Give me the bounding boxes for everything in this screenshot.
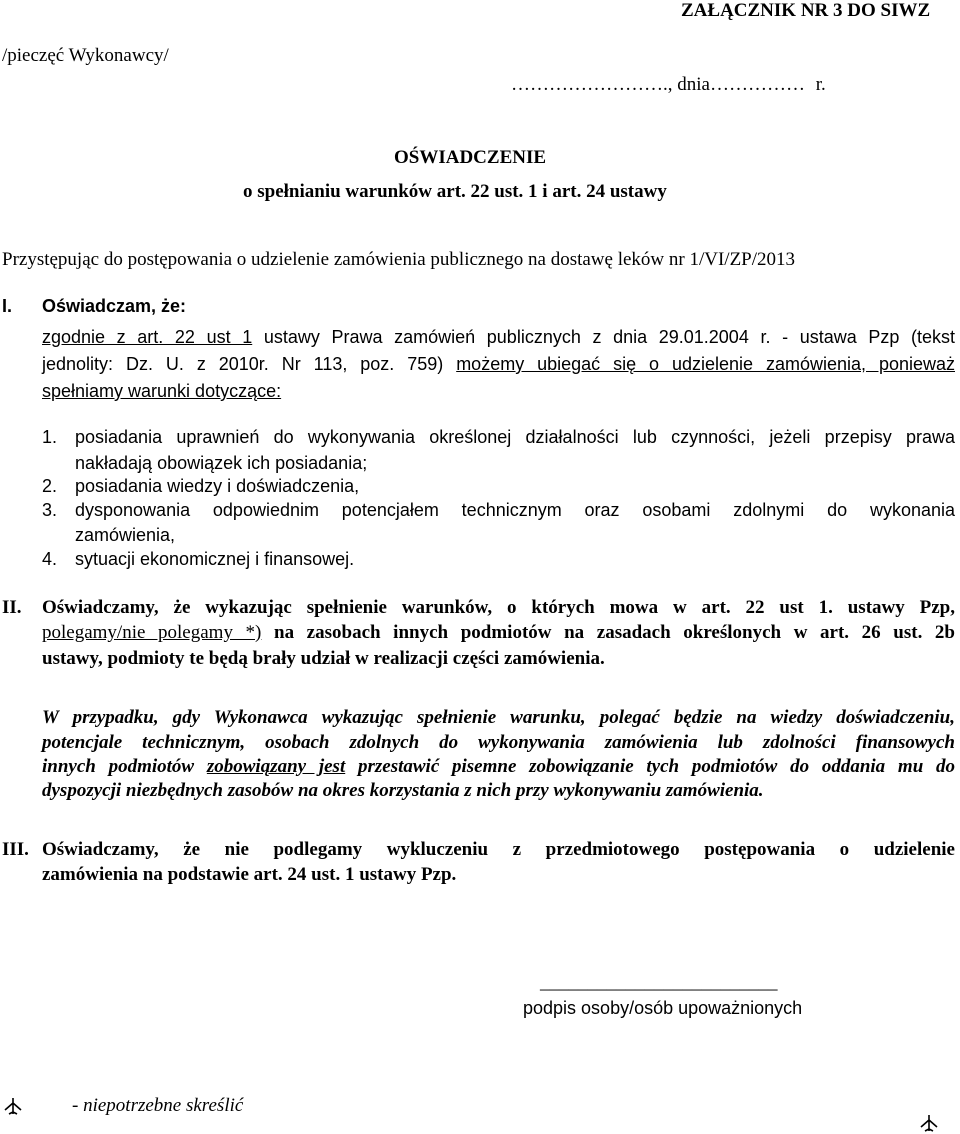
list-item-text-continued: nakładają obowiązek ich posiadania; [75, 453, 368, 473]
eligibility-statement: możemy ubiegać się o udzielenie zamówienia, ponieważ [456, 354, 955, 374]
list-item-text: dysponowania odpowiednim potencjałem technicznym oraz osobami zdolnymi do wykonania [75, 500, 955, 520]
note-text: przestawić pisemne zobowiązanie tych podmiotów do oddania mu do [357, 756, 956, 777]
section2-line1: Oświadczamy, że wykazując spełnienie warunków, o których mowa w art. 22 ust 1. ustawy Pzp, [42, 597, 955, 618]
section1-heading: Oświadczam, że: [42, 296, 187, 316]
intro-paragraph: Przystępując do postępowania o udzielenie zamówienia publicznego na dostawę leków nr 1/VI/ZP/2013 [2, 249, 796, 270]
note-line3 [42, 756, 955, 778]
list-item-text: sytuacji ekonomicznej i finansowej. [75, 549, 355, 569]
list-item-number: 2. [42, 476, 58, 496]
document-title: OŚWIADCZENIE [394, 147, 547, 168]
list-item-number: 4. [42, 549, 58, 569]
contractor-stamp-label: /pieczęć Wykonawcy/ [2, 45, 169, 66]
journal-reference: jednolity: Dz. U. z 2010r. Nr 113, poz. 759) [42, 354, 444, 374]
note-line4: dyspozycji niezbędnych zasobów na okres korzystania z nich przy wykonywaniu zamówienia. [42, 780, 764, 801]
list-item-number: 1. [42, 427, 58, 447]
list-item-number: 3. [42, 500, 58, 520]
section3-number: III. [2, 839, 29, 860]
list-item-text: posiadania uprawnień do wykonywania określonej działalności lub czynności, jeżeli przepisy prawa [75, 427, 955, 447]
section1-line2 [42, 354, 955, 375]
section-number: I. [2, 296, 13, 316]
airplane-icon [920, 1114, 938, 1132]
section3-line1: Oświadczamy, że nie podlegamy wykluczeniu z przedmiotowego postępowania o udzielenie [42, 839, 955, 860]
footnote-text: - niepotrzebne skreślić [72, 1095, 244, 1116]
section1-line3: spełniamy warunki dotyczące: [42, 381, 282, 401]
section1-line1 [42, 327, 955, 348]
note-line2: potencjale technicznym, osobach zdolnych do wykonywania zamówienia lub zdolności finansowych [42, 732, 955, 753]
list-item-text-continued: zamówienia, [75, 525, 176, 545]
document-subtitle: o spełnianiu warunków art. 22 ust. 1 i art. 24 ustawy [243, 181, 667, 202]
section3-line2: zamówienia na podstawie art. 24 ust. 1 ustawy Pzp. [42, 864, 457, 885]
reliance-option: polegamy/nie polegamy *) [42, 622, 262, 643]
date-dots: …………… [709, 74, 805, 95]
note-text: innych podmiotów [42, 756, 195, 777]
year-suffix: r. [815, 74, 826, 95]
signature-line: _________________________ [540, 972, 778, 993]
reliance-text: na zasobach innych podmiotów na zasadach określonych w art. 26 ust. 2b [274, 622, 955, 643]
section1-number [2, 296, 12, 317]
note-obligation: zobowiązany jest [206, 756, 346, 777]
legal-basis-text: ustawy Prawa zamówień publicznych z dnia 29.01.2004 r. - ustawa Pzp (tekst [263, 327, 955, 347]
signature-label: podpis osoby/osób upoważnionych [523, 998, 803, 1018]
annex-label: ZAŁĄCZNIK NR 3 DO SIWZ [681, 0, 931, 21]
legal-basis-link-text: zgodnie z art. 22 ust 1 [42, 327, 253, 347]
place-dots: ……………………., dnia [511, 74, 710, 95]
section2-number: II. [2, 597, 22, 618]
section2-line2 [42, 622, 955, 644]
note-line1: W przypadku, gdy Wykonawca wykazując spełnienie warunku, polegać będzie na wiedzy doświadczeniu, [42, 707, 955, 728]
airplane-icon [4, 1097, 22, 1115]
place-date-line [511, 74, 826, 96]
section2-line3: ustawy, podmioty te będą brały udział w realizacji części zamówienia. [42, 648, 605, 669]
list-item-text: posiadania wiedzy i doświadczenia, [75, 476, 360, 496]
